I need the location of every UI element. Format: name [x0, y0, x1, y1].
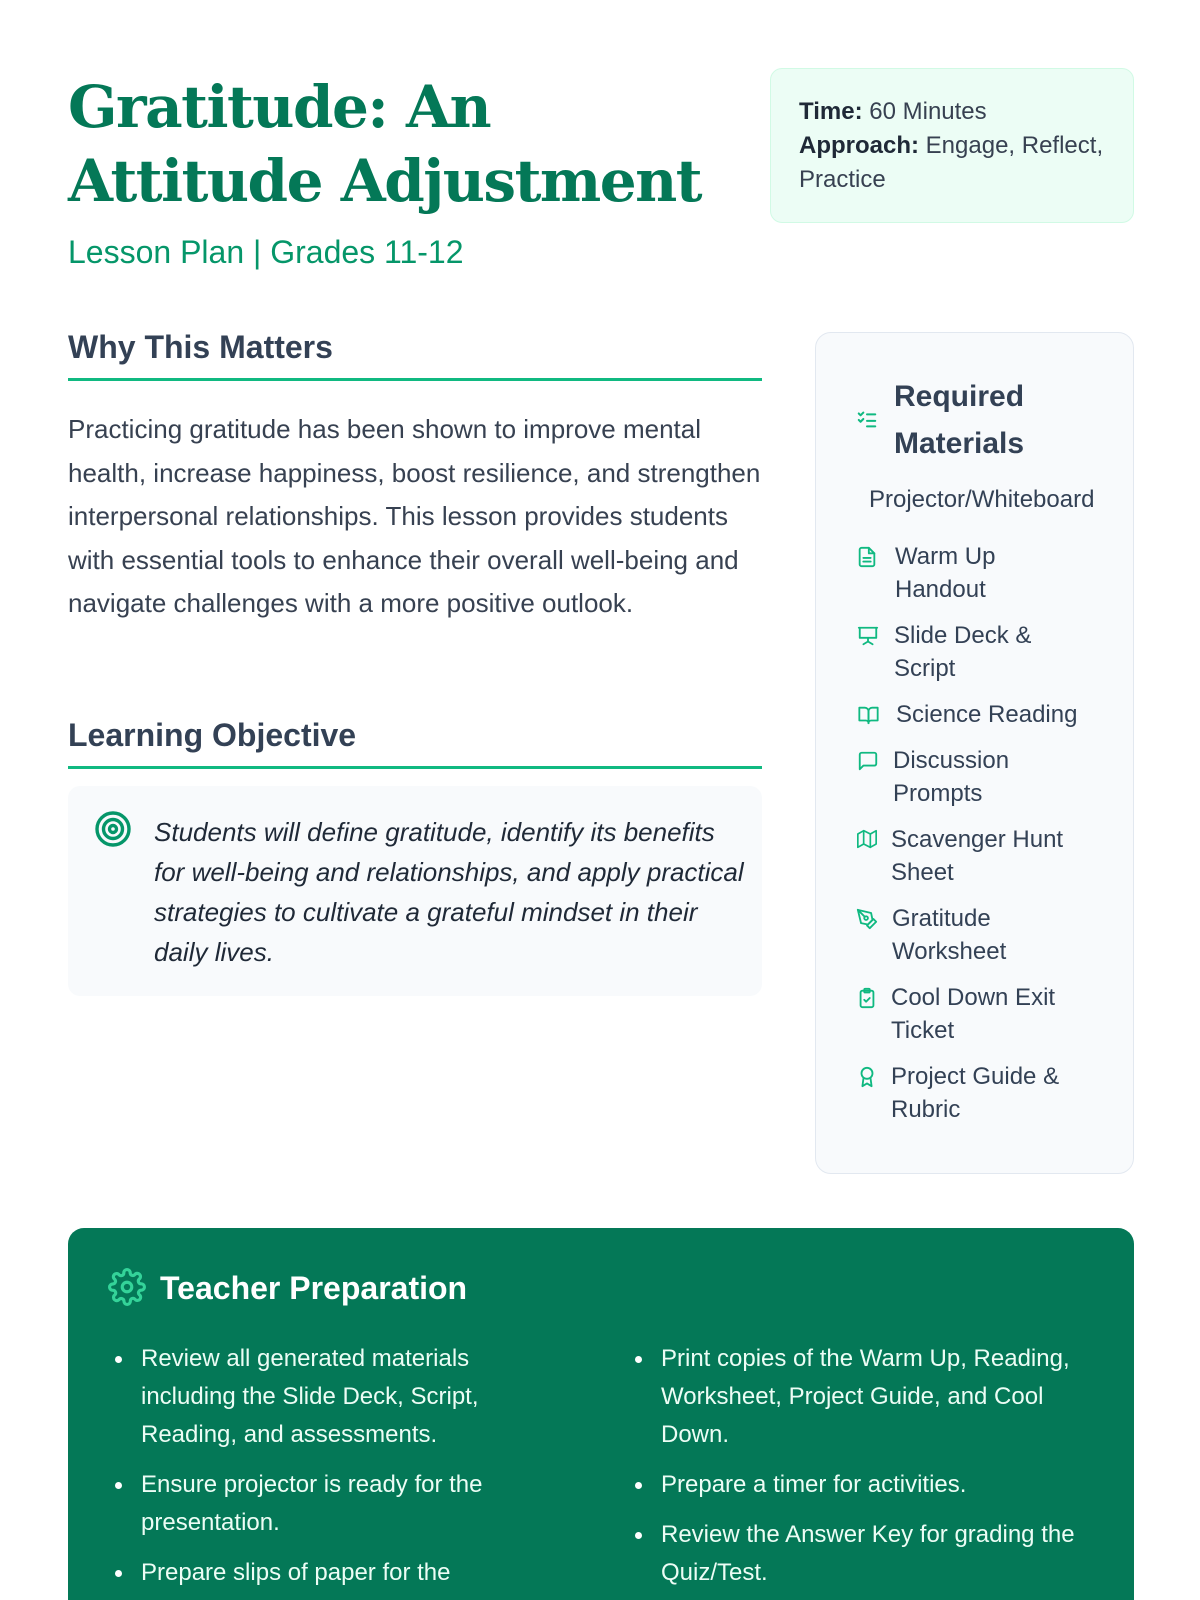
- prep-item: Review all generated materials including the Slide Deck, Script, Reading, and assessments.: [108, 1340, 513, 1454]
- teacher-prep-card: [68, 1228, 1134, 1600]
- material-label: Slide Deck & Script: [894, 622, 1032, 682]
- material-item: [856, 619, 1116, 685]
- prep-item: Prepare slips of paper for the: [108, 1554, 513, 1592]
- material-label: Cool Down Exit Ticket: [891, 984, 1056, 1044]
- clipboard-check-icon: [856, 987, 878, 1009]
- material-label: Projector/Whiteboard: [869, 486, 1095, 513]
- time-label: Time:: [799, 98, 863, 125]
- prep-item: Review the Answer Key for grading the Quiz/Test.: [628, 1516, 1078, 1592]
- gear-icon: [108, 1268, 146, 1306]
- material-label: Warm Up Handout: [895, 543, 996, 603]
- material-label: Project Guide & Rubric: [891, 1063, 1060, 1123]
- prep-list-left: [108, 1340, 513, 1600]
- objective-heading: Learning Objective: [68, 716, 762, 769]
- time-value: 60 Minutes: [869, 98, 987, 125]
- approach-value: Engage, Reflect, Practice: [799, 132, 1104, 193]
- material-item: [869, 483, 1119, 516]
- material-label: Discussion Prompts: [893, 747, 1010, 807]
- prep-item: Prepare a timer for activities.: [628, 1466, 1078, 1504]
- approach-label: Approach:: [799, 132, 919, 159]
- approach-row: [799, 129, 1107, 197]
- book-open-icon: [856, 704, 881, 726]
- page-subtitle: Lesson Plan | Grades 11-12: [68, 234, 464, 270]
- prep-list-right: [628, 1340, 1078, 1600]
- material-item: [856, 981, 1116, 1047]
- material-label: Scavenger Hunt Sheet: [891, 826, 1064, 886]
- material-label: Science Reading: [896, 701, 1078, 728]
- prep-heading: Teacher Preparation: [160, 1270, 468, 1306]
- objective-card: [68, 786, 762, 996]
- material-item: [856, 902, 1116, 968]
- why-heading: Why This Matters: [68, 328, 762, 381]
- page-title: Gratitude: An Attitude Adjustment: [68, 73, 702, 215]
- target-icon: [94, 810, 132, 853]
- materials-heading: Required Materials: [894, 380, 1025, 460]
- material-item: [856, 698, 1116, 731]
- material-item: [856, 823, 1116, 889]
- list-checks-icon: [856, 408, 878, 435]
- time-row: [799, 95, 1107, 129]
- presentation-icon: [856, 625, 880, 647]
- material-item: [856, 540, 1116, 606]
- file-text-icon: [856, 546, 878, 568]
- prep-item: Print copies of the Warm Up, Reading, Worksheet, Project Guide, and Cool Down.: [628, 1340, 1078, 1454]
- lesson-meta-box: [770, 68, 1134, 223]
- pen-tool-icon: [856, 908, 878, 930]
- map-icon: [856, 829, 878, 849]
- why-body: Practicing gratitude has been shown to improve mental health, increase happiness, boost resilience, and strengthen interpersonal relationships. This lesson provides students with essential tools to enhance their overall well-being and navigate challenges with a more positive outlook.: [68, 414, 761, 618]
- material-item: [856, 1060, 1116, 1126]
- award-icon: [856, 1066, 878, 1088]
- message-square-icon: [856, 750, 880, 772]
- prep-item: Ensure projector is ready for the presentation.: [108, 1466, 513, 1542]
- objective-text: Students will define gratitude, identify its benefits for well-being and relationships, and apply practical strategies to cultivate a grateful mindset in their daily lives.: [154, 817, 744, 967]
- material-label: Gratitude Worksheet: [892, 905, 1007, 965]
- materials-card: [815, 332, 1134, 1174]
- material-item: [856, 744, 1116, 810]
